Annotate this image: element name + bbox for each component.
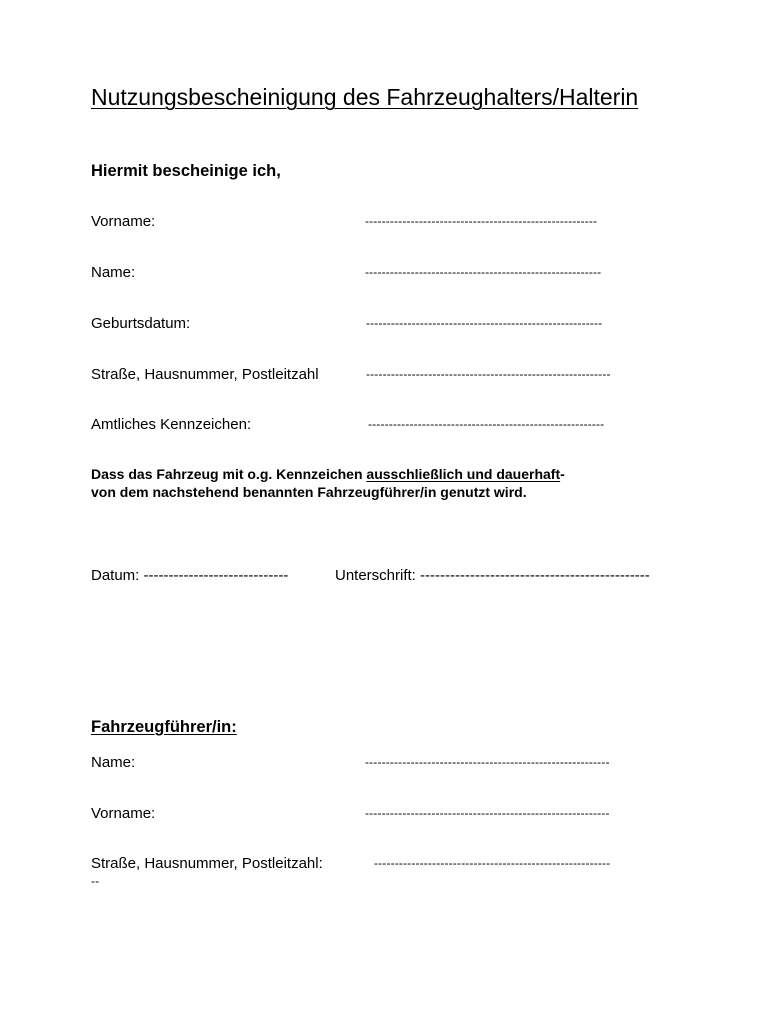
driver-address-line: --------------------------------------------------------- xyxy=(374,856,611,870)
driver-first-name-label: Vorname: xyxy=(91,805,156,822)
driver-address-label: Straße, Hausnummer, Postleitzahl: xyxy=(91,855,323,872)
statement-line-2: von dem nachstehend benannten Fahrzeugführer/in genutzt wird. xyxy=(91,484,527,500)
holder-plate-line: --------------------------------------------------------- xyxy=(368,417,605,431)
statement-emphasis: ausschließlich und dauerhaft xyxy=(366,466,561,482)
holder-birthdate-line: --------------------------------------------------------- xyxy=(366,316,603,330)
holder-plate-label: Amtliches Kennzeichen: xyxy=(91,416,252,433)
document-title: Nutzungsbescheinigung des Fahrzeughalters/Halterin xyxy=(91,84,639,110)
holder-last-name-label: Name: xyxy=(91,264,136,281)
driver-first-name-line: ----------------------------------------------------------- xyxy=(365,806,610,820)
holder-first-name-line: -------------------------------------------------------- xyxy=(365,214,598,228)
holder-address-line: ----------------------------------------------------------- xyxy=(366,367,611,381)
driver-last-name-line: ----------------------------------------------------------- xyxy=(365,755,610,769)
date-field: Datum: ----------------------------- xyxy=(91,567,289,584)
statement-line-1-end: - xyxy=(560,466,565,482)
holder-first-name-label: Vorname: xyxy=(91,213,156,230)
statement-line-1 xyxy=(91,467,565,481)
holder-birthdate-label: Geburtsdatum: xyxy=(91,315,191,332)
intro-text: Hiermit bescheinige ich, xyxy=(91,162,281,180)
holder-last-name-line: --------------------------------------------------------- xyxy=(365,265,602,279)
driver-last-name-label: Name: xyxy=(91,754,136,771)
signature-field: Unterschrift: ---------------------------------------------- xyxy=(335,567,650,584)
statement-line-1-start: Dass das Fahrzeug mit o.g. Kennzeichen xyxy=(91,466,367,482)
holder-address-label: Straße, Hausnummer, Postleitzahl xyxy=(91,366,319,383)
driver-address-line-overflow: -- xyxy=(91,874,100,888)
driver-section-heading: Fahrzeugführer/in: xyxy=(91,718,237,736)
